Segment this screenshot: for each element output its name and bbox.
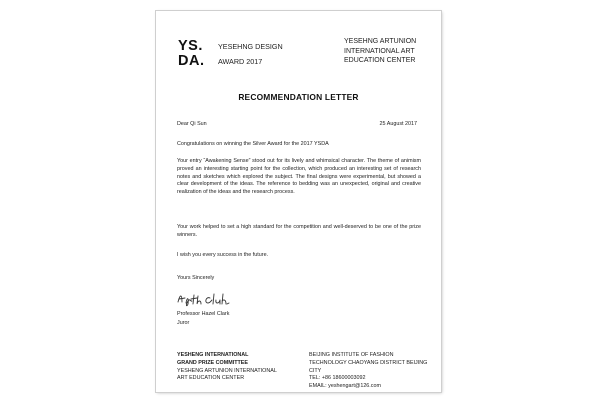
award-heading [218, 39, 283, 69]
footer-right-line-3: CITY [309, 367, 322, 374]
handwritten-signature [176, 290, 246, 308]
wish-paragraph: I wish you every success in the future. [177, 252, 269, 258]
footer-left-line-1: YESHENG INTERNATIONAL [177, 352, 249, 358]
footer-address [309, 352, 429, 391]
logo-line-1: YS. [178, 38, 203, 54]
footer-right-line-4: TEL: +86 18600003092 [309, 375, 366, 382]
closing-line: Yours Sincerely [177, 275, 215, 281]
letter-title: RECOMMENDATION LETTER [238, 92, 359, 102]
letter-date: 25 August 2017 [379, 121, 417, 127]
footer-left-line-2: GRAND PRIZE COMMITTEE [177, 359, 248, 366]
footer-committee [177, 352, 297, 383]
signer-role: Juror [177, 320, 190, 326]
footer-left-line-3: YESHENG ARTUNION INTERNATIONAL [177, 367, 277, 374]
footer-right-line-5: EMAIL: yeshengart@126.com [309, 383, 381, 390]
footer-right-line-2: TECHNOLOGY CHAOYANG DISTRICT BEIJING [309, 359, 428, 366]
organization-heading [344, 37, 416, 66]
footer-right-line-1: BEIJING INSTITUTE OF FASHION [309, 352, 394, 358]
logo-line-2: DA. [178, 53, 205, 69]
org-line-2: INTERNATIONAL ART [344, 47, 415, 55]
org-line-1: YESEHNG ARTUNION [344, 38, 417, 45]
congratulations-paragraph: Congratulations on winning the Silver Award for the 2017 YSDA [177, 141, 329, 147]
org-line-3: EDUCATION CENTER [344, 57, 416, 64]
award-line-2: AWARD 2017 [218, 57, 263, 66]
entry-paragraph: Your entry “Awakening Sense” stood out for its lively and whimsical character. The theme of animism proved an interesting starting point for the collection, which produced an interesting set of research notes and sketches which explored the subject. The final designs were experimental, but showed a clear development of the ideas. The reference to bedding was an unexpected, original and creative realization of the ideas and the research process. [177, 158, 421, 196]
award-line-1: YESEHNG DESIGN [218, 42, 283, 51]
signer-name: Professor Hazel Clark [177, 311, 230, 317]
ysda-logo [178, 39, 212, 69]
salutation: Dear Qi Sun [177, 121, 207, 127]
work-paragraph: Your work helped to set a high standard for the competition and well-deserved to be one of the prize winners. [177, 224, 421, 238]
footer-left-line-4: ART EDUCATION CENTER [177, 375, 245, 382]
letter-page [156, 11, 441, 392]
